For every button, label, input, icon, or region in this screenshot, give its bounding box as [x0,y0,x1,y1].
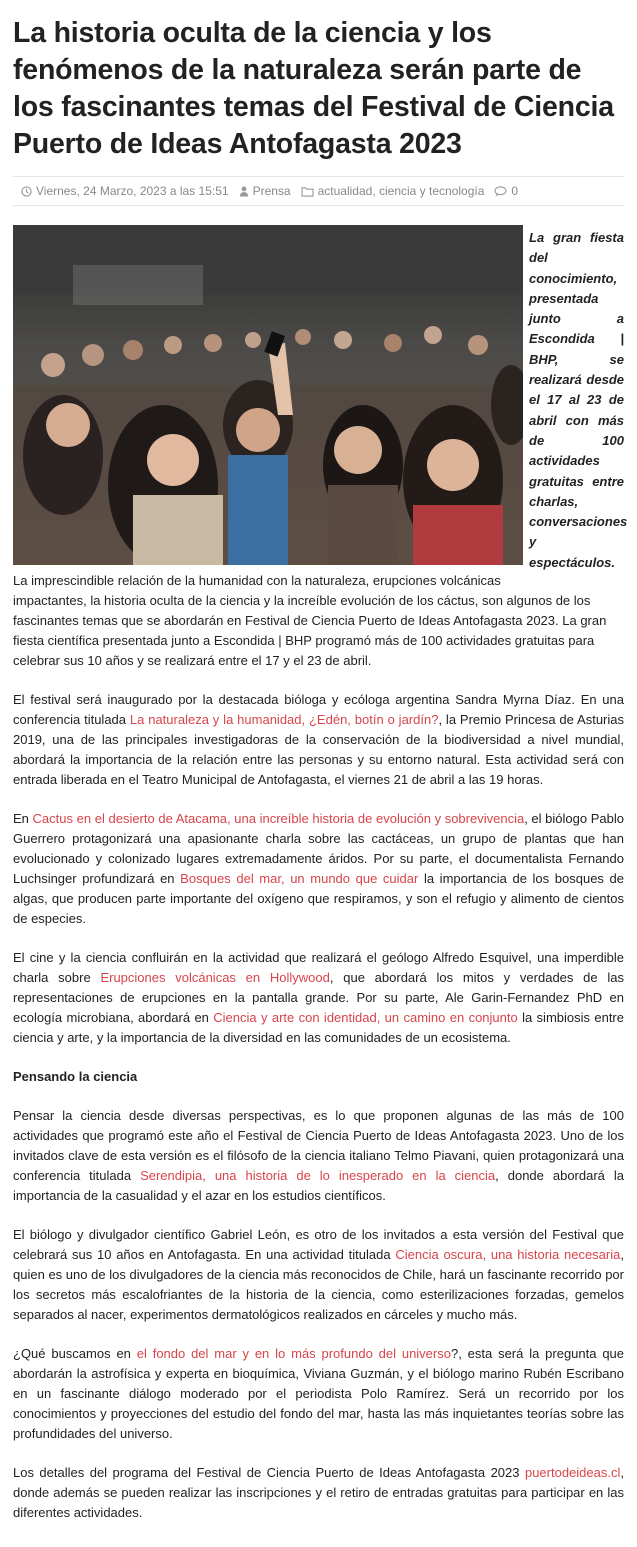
user-icon [239,186,249,197]
meta-categories[interactable] [301,184,485,198]
clock-icon [21,186,32,197]
comment-icon [494,186,507,197]
link-erupciones-hollywood[interactable]: Erupciones volcánicas en Hollywood [100,970,330,985]
paragraph-4: El cine y la ciencia confluirán en la actividad que realizará el geólogo Alfredo Esquivel, una imperdible charla sobre Erupciones volcánicas en Hollywood, que abordará los mitos y verdades de las representaciones de erupciones en la pantalla grande. Por su parte, Ale Garin-Fernandez PhD en ecología microbiana, abordará en Ciencia y arte con identidad, un camino en conjunto la simbiosis entre ciencia y arte, y la importancia de la diversidad en las comunidades de un ecosistema. [13,950,624,1045]
article-body [13,225,628,1523]
meta-comments[interactable] [494,184,518,198]
folder-icon [301,186,314,197]
paragraph-2: El festival será inaugurado por la destacada bióloga y ecóloga argentina Sandra Myrna Díaz. En una conferencia titulada La naturaleza y la humanidad, ¿Edén, botín o jardín?, la Premio Princesa de Asturias 2019, una de las principales investigadoras de la conservación de la biodiversidad a nivel mundial, abordará la importancia de la relación entre las personas y su entorno natural. Esta actividad será con entrada liberada en el Teatro Municipal de Antofagasta, el viernes 21 de abril a las 19 horas. [13,692,625,787]
link-serendipia[interactable]: Serendipia, una historia de lo inesperado en la ciencia [140,1168,496,1183]
paragraph-5: Pensar la ciencia desde diversas perspectivas, es lo que proponen algunas de las más de 100 actividades que programó este año el Festival de Ciencia Puerto de Ideas Antofagasta 2023. Uno de los invitados clave de esta versión es el filósofo de la ciencia italiano Telmo Piavani, quien protagonizará una conferencia titulada Serendipia, una historia de lo inesperado en la ciencia, donde abordará la importancia de la casualidad y el azar en los estudios científicos. [13,1108,624,1203]
author-text[interactable]: Prensa [252,184,291,198]
meta-date [21,184,229,198]
paragraph-8: Los detalles del programa del Festival de Ciencia Puerto de Ideas Antofagasta 2023 puertodeideas.cl, donde además se pueden realizar las inscripciones y el retiro de entradas gratuitas para participar en las diferentes actividades. [13,1465,624,1520]
date-text: Viernes, 24 Marzo, 2023 a las 15:51 [36,184,229,198]
categories-text[interactable]: actualidad, ciencia y tecnología [317,184,485,198]
audience-photo-illustration [13,225,523,565]
paragraph-3: En Cactus en el desierto de Atacama, una increíble historia de evolución y sobrevivencia, el biólogo Pablo Guerrero protagonizará una apasionante charla sobre las cactáceas, un grupo de plantas que han evolucionado y colonizado lugares extremadamente áridos. Por su parte, el documentalista Fernando Luchsinger profundizará en Bosques del mar, un mundo que cuidar la importancia de los bosques de algas, que producen parte importante del oxígeno que respiramos, y son el refugio y alimento de cientos de especies. [13,811,624,926]
link-fondo-del-mar[interactable]: el fondo del mar y en lo más profundo del universo [136,1346,451,1361]
paragraph-7: ¿Qué buscamos en el fondo del mar y en lo más profundo del universo?, esta será la pregunta que abordarán la astrofísica y experta en bioquímica, Viviana Guzmán, y el biólogo marino Rubén Escribano en un fascinante diálogo moderado por el periodista Polo Ramírez. Será un recorrido por los conocimientos y proyecciones del estudio del fondo del mar, hasta las más inquietantes teorías sobre las profundidades del universo. [13,1346,625,1441]
meta-author[interactable] [239,184,291,198]
section-heading: Pensando la ciencia [13,1069,138,1084]
link-cactus-atacama[interactable]: Cactus en el desierto de Atacama, una increíble historia de evolución y sobrevivencia [32,811,525,826]
paragraph-6: El biólogo y divulgador científico Gabriel León, es otro de los invitados a esta versión del Festival que celebrará sus 10 años en Antofagasta. En una actividad titulada Ciencia oscura, una historia necesaria, quien es uno de los divulgadores de la ciencia más reconocidos de Chile, hará un fascinante recorrido por los secretos más escalofriantes de la historia de la ciencia, como esterilizaciones forzadas, gemelos separados al nacer, experimentos dermatológicos realizados en cárceles y mucho más. [13,1227,624,1322]
article [13,0,628,1523]
photo-caption: La gran fiesta del conocimiento, presentada junto a Escondida | BHP, se realizará desde el 17 al 23 de abril con más de 100 actividades gratuitas entre charlas, conversaciones y espectáculos. [529,230,628,570]
article-title: La historia oculta de la ciencia y los fenómenos de la naturaleza serán parte de los fascinantes temas del Festival de Ciencia Puerto de Ideas Antofagasta 2023 [13,17,614,160]
article-photo [13,225,523,565]
comments-count[interactable]: 0 [511,184,519,198]
article-meta [13,176,624,206]
link-puertodeideas[interactable]: puertodeideas.cl [524,1465,621,1480]
link-naturaleza-humanidad[interactable]: La naturaleza y la humanidad, ¿Edén, botín o jardín? [129,712,439,727]
paragraph-1: La imprescindible relación de la humanidad con la naturaleza, erupciones volcánicas impactantes, la historia oculta de la ciencia y la increíble evolución de los cáctus, son algunos de los fascinantes temas que se abordarán en Festival de Ciencia Puerto de Ideas Antofagasta 2023. La gran fiesta científica presentada junto a Escondida | BHP programó más de 100 actividades gratuitas para celebrar sus 10 años y se realizará entre el 17 y el 23 de abril. [13,573,607,668]
link-ciencia-oscura[interactable]: Ciencia oscura, una historia necesaria [395,1247,621,1262]
link-bosques-del-mar[interactable]: Bosques del mar, un mundo que cuidar [180,871,419,886]
link-ciencia-arte[interactable]: Ciencia y arte con identidad, un camino en conjunto [213,1010,518,1025]
